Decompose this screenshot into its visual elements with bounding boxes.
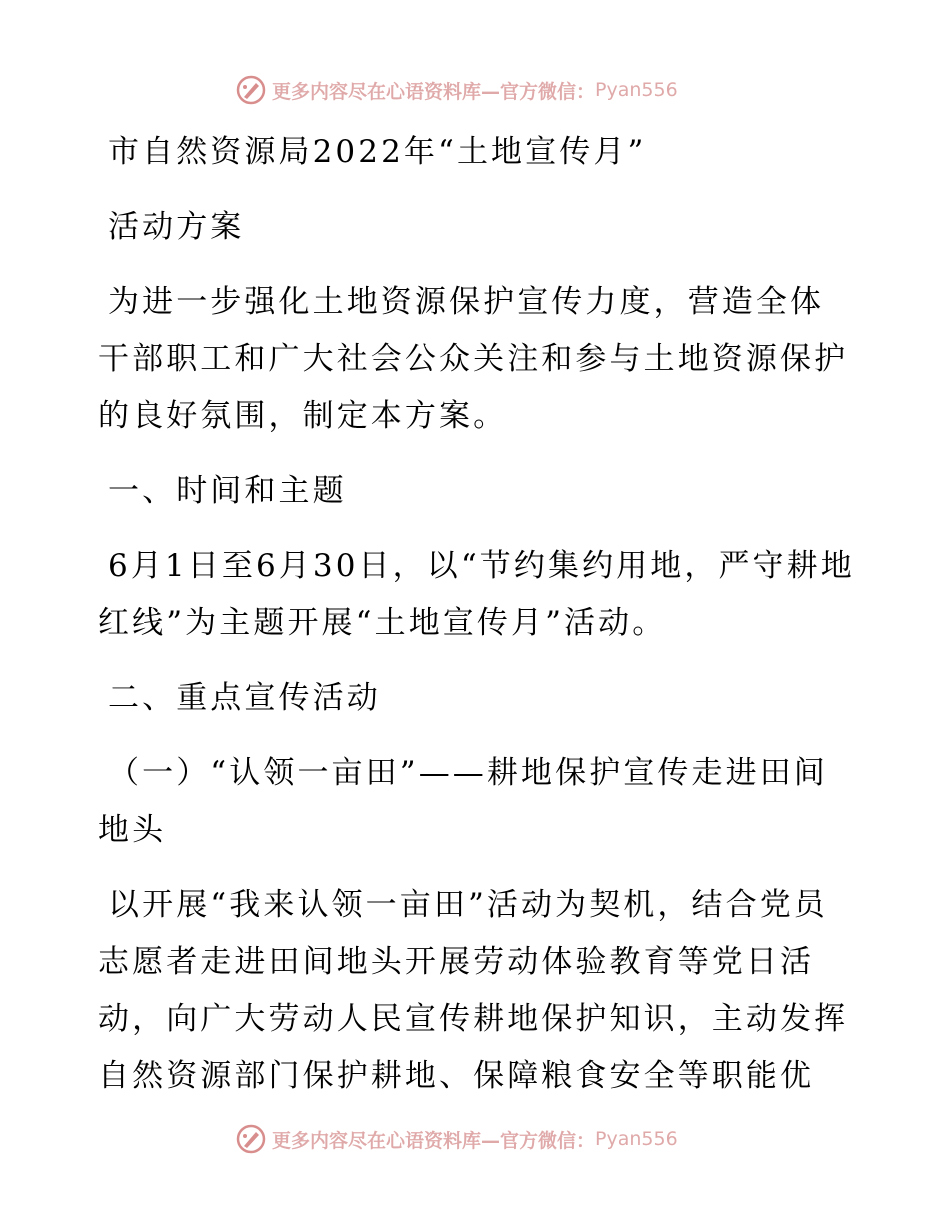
subsection1-body: 以开展“我来认领一亩田”活动为契机，结合党员志愿者走进田间地头开展劳动体验教育等党日活动，向广大劳动人民宣传耕地保护知识，主动发挥自然资源部门保护耕地、保障粮食安全等职能优	[98, 887, 849, 1094]
document-title-line1: 市自然资源局2022年“土地宣传月”	[108, 134, 647, 170]
watermark-footer	[236, 1122, 678, 1156]
watermark-text: 更多内容尽在心语资料库—官方微信：	[272, 80, 596, 103]
watermark-handle: Pyan556	[595, 1128, 678, 1150]
pen-logo-icon	[236, 75, 266, 105]
intro-paragraph: 为进一步强化土地资源保护宣传力度，营造全体干部职工和广大社会公众关注和参与土地资源保护的良好氛围，制定本方案。	[98, 284, 849, 434]
watermark-text: 更多内容尽在心语资料库—官方微信：	[272, 1129, 596, 1152]
pen-logo-icon	[236, 1124, 266, 1154]
section1-body: 6月1日至6月30日，以“节约集约用地，严守耕地红线”为主题开展“土地宣传月”活动。	[98, 548, 855, 641]
document-title-line2: 活动方案	[108, 209, 245, 245]
section2-heading: 二、重点宣传活动	[108, 680, 381, 716]
watermark-handle: Pyan556	[595, 79, 678, 101]
subsection1-heading: （一）“认领一亩田”——耕地保护宣传走进田间地头	[98, 755, 828, 848]
section1-heading: 一、时间和主题	[108, 473, 347, 509]
watermark-header	[236, 73, 678, 107]
document-body	[98, 124, 858, 1123]
